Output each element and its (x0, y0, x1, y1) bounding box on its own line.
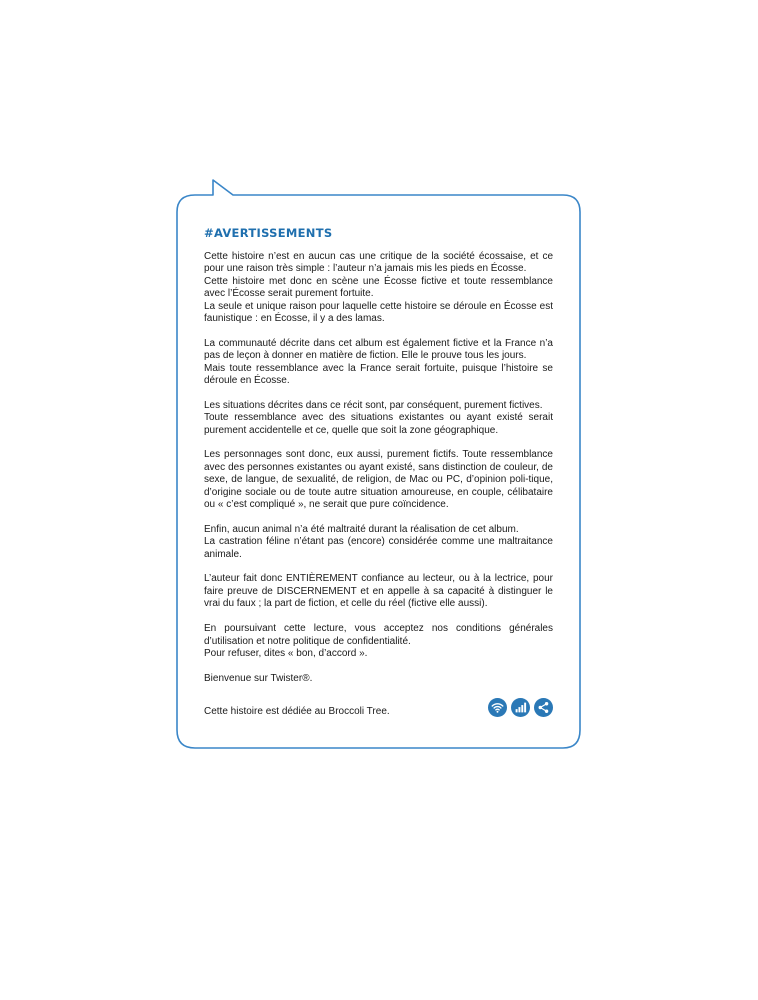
wifi-icon[interactable] (488, 698, 507, 717)
warning-paragraph (204, 524, 553, 561)
paragraph-line: Pour refuser, dites « bon, d’accord ». (204, 647, 368, 659)
paragraph-line: Bienvenue sur Twister®. (204, 672, 313, 684)
paragraph-line: La seule et unique raison pour laquelle cette histoire se déroule en Écosse est faunistique : en Écosse, il y a des lamas. (204, 300, 553, 325)
signal-bars-icon[interactable] (511, 698, 530, 717)
warning-paragraph (204, 623, 553, 660)
page-title (204, 226, 553, 240)
paragraph-line: Cette histoire met donc en scène une Écosse fictive et toute ressemblance avec l’Écosse serait purement fortuite. (204, 275, 553, 300)
paragraph-line: Enfin, aucun animal n’a été maltraité durant la réalisation de cet album. (204, 523, 519, 535)
paragraph-line: Les situations décrites dans ce récit sont, par conséquent, purement fictives. (204, 399, 543, 411)
warnings-content (204, 226, 553, 720)
warning-paragraph (204, 449, 553, 511)
paragraph-line: L’auteur fait donc ENTIÈREMENT confiance au lecteur, ou à la lectrice, pour faire preuve de DISCERNEMENT et en appelle à sa capacité à distinguer le vrai du faux ; la part de fiction, et celle du réel (fictive elle aussi). (204, 573, 553, 610)
warning-paragraph (204, 338, 553, 388)
warning-paragraph (204, 573, 553, 610)
dedication-text: Cette histoire est dédiée au Broccoli Tree. (204, 705, 390, 717)
paragraph-line: Mais toute ressemblance avec la France serait fortuite, puisque l’histoire se déroule en Écosse. (204, 362, 553, 387)
paragraph-line: La castration féline n’étant pas (encore) considérée comme une maltraitance animale. (204, 536, 553, 560)
footer (204, 698, 553, 720)
paragraph-line: En poursuivant cette lecture, vous acceptez nos conditions générales d’utilisation et notre politique de confidentialité. (204, 623, 553, 647)
paragraph-list (204, 251, 553, 685)
warning-paragraph (204, 400, 553, 437)
paragraph-line: Les personnages sont donc, eux aussi, purement fictifs. Toute ressemblance avec des personnes existantes ou ayant existé, sans distinction de couleur, de sexe, de langue, de sexualité, de religion, de Mac ou PC, d’opinion poli-tique, d’origine sociale ou de toute autre situation amoureuse, en couple, célibataire ou « c’est compliqué », ne serait que pure coïncidence. (204, 449, 553, 511)
title-text: AVERTISSEMENTS (213, 226, 333, 240)
paragraph-line: Toute ressemblance avec des situations existantes ou ayant existé serait purement accidentelle et ce, quelle que soit la zone géographique. (204, 412, 553, 436)
paragraph-line: La communauté décrite dans cet album est également fictive et la France n’a pas de leçon à donner en matière de fiction. Elle le prouve tous les jours. (204, 337, 553, 362)
share-icon[interactable] (534, 698, 553, 717)
warning-paragraph (204, 673, 553, 685)
social-icons (488, 698, 553, 717)
hashtag-symbol: # (204, 226, 214, 240)
warning-paragraph (204, 251, 553, 325)
paragraph-line: Cette histoire n’est en aucun cas une critique de la société écossaise, et ce pour une raison très simple : l’auteur n’a jamais mis les pieds en Écosse. (204, 251, 553, 275)
